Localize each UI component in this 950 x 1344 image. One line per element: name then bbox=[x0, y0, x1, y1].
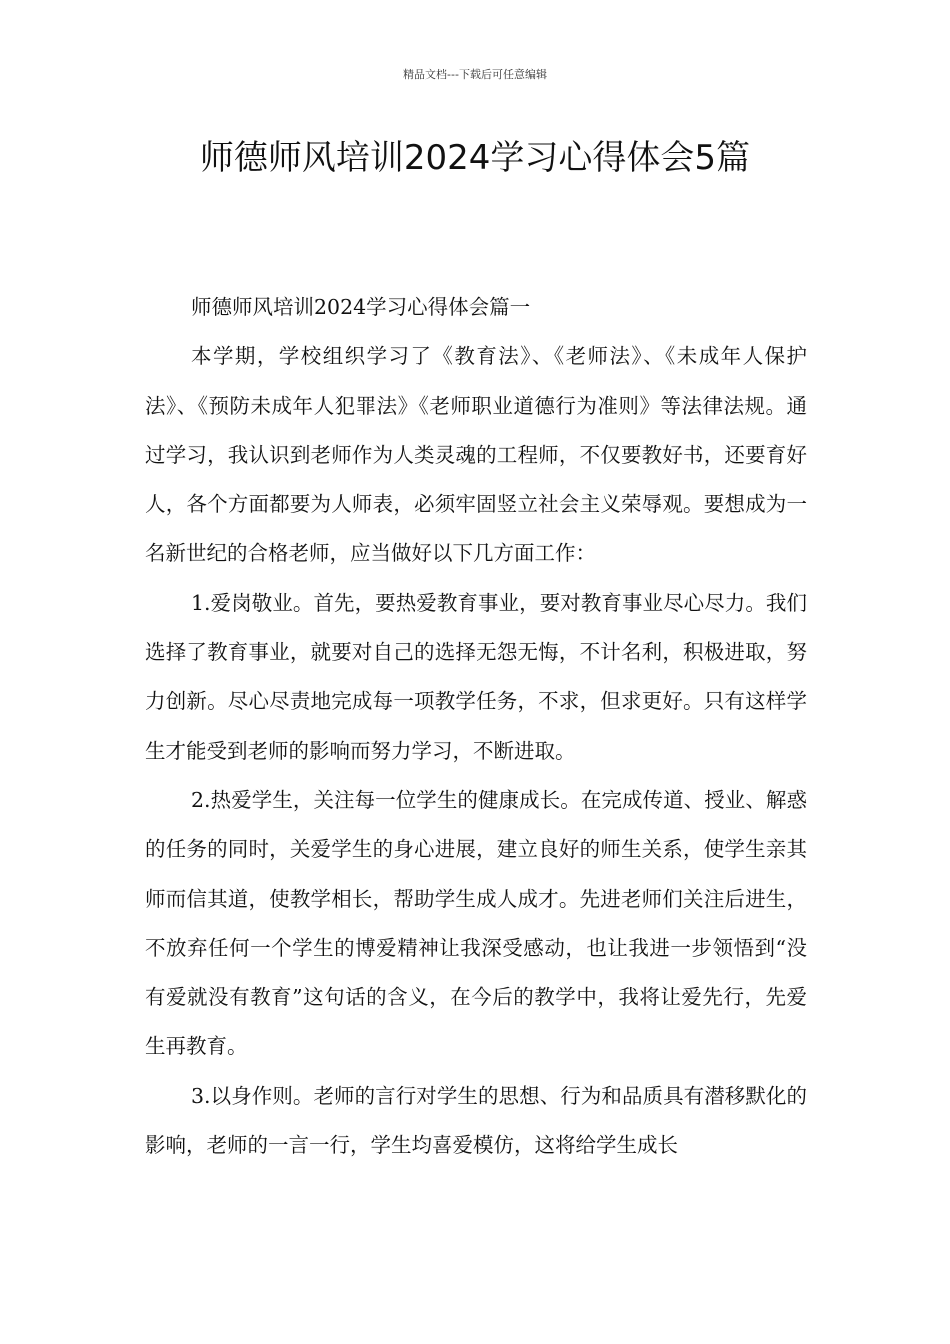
section-heading: 师德师风培训2024学习心得体会篇一 bbox=[191, 295, 531, 319]
body-paragraph: 本学期，学校组织学习了《教育法》、《老师法》、《未成年人保护法》、《预防未成年人犯罪法》《老师职业道德行为准则》等法律法规。通过学习，我认识到老师作为人类灵魂的工程师，不仅要教好书，还要育好人，各个方面都要为人师表，必须牢固竖立社会主义荣辱观。要想成为一名新世纪的合格老师，应当做好以下几方面工作： bbox=[145, 344, 807, 566]
document-body bbox=[145, 283, 807, 1170]
body-paragraph: 2.热爱学生，关注每一位学生的健康成长。在完成传道、授业、解惑的任务的同时，关爱学生的身心进展，建立良好的师生关系，使学生亲其师而信其道，使教学相长，帮助学生成人成才。先进老师们关注后进生，不放弃任何一个学生的博爱精神让我深受感动，也让我进一步领悟到“没有爱就没有教育”这句话的含义，在今后的教学中，我将让爱先行，先爱生再教育。 bbox=[145, 787, 807, 1059]
body-paragraph: 1.爱岗敬业。首先，要热爱教育事业，要对教育事业尽心尽力。我们选择了教育事业，就要对自己的选择无怨无悔，不计名利，积极进取，努力创新。尽心尽责地完成每一项教学任务，不求，但求更好。只有这样学生才能受到老师的影响而努力学习，不断进取。 bbox=[145, 590, 807, 763]
body-paragraph: 3.以身作则。老师的言行对学生的思想、行为和品质具有潜移默化的影响，老师的一言一行，学生均喜爱模仿，这将给学生成长 bbox=[145, 1083, 807, 1158]
document-title: 师德师风培训2024学习心得体会5篇 bbox=[199, 138, 751, 178]
page-header-note: 精品文档---下载后可任意编辑 bbox=[403, 68, 547, 81]
